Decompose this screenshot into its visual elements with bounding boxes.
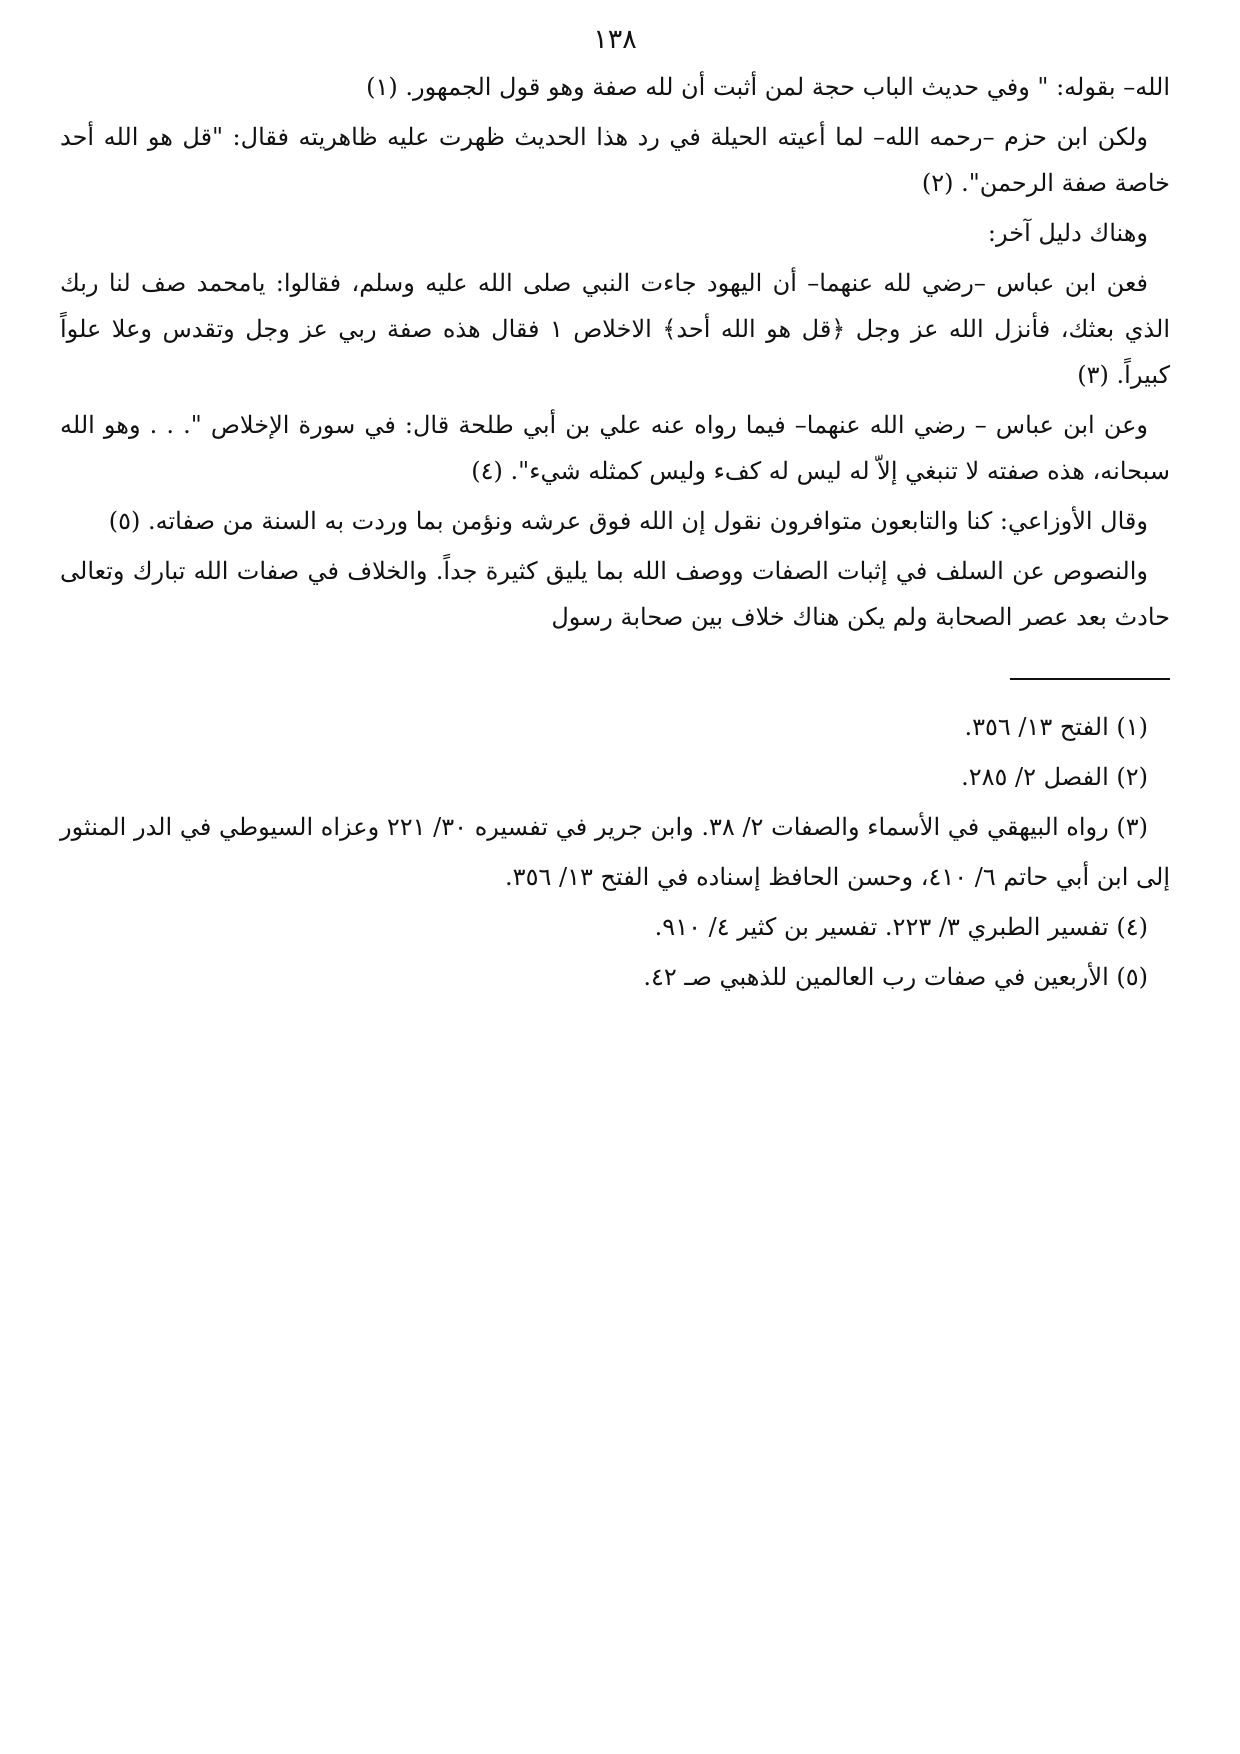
paragraph: ولكن ابن حزم –رحمه الله– لما أعيته الحيلة في رد هذا الحديث ظهرت عليه ظاهريته فقال: "قل هو الله أحد خاصة صفة الرحمن". (٢) [60, 123, 1170, 197]
paragraph: وعن ابن عباس – رضي الله عنهما– فيما رواه عنه علي بن أبي طلحة قال: في سورة الإخلاص ". . . وهو الله سبحانه، هذه صفته لا تنبغي إلاّ له ليس له كفء وليس كمثله شيء". (٤) [60, 411, 1170, 485]
footnote: (١) الفتح ١٣/ ٣٥٦. [964, 713, 1148, 741]
paragraph: الله– بقوله: " وفي حديث الباب حجة لمن أثبت أن لله صفة وهو قول الجمهور. (١) [366, 73, 1170, 101]
footnote: (٣) رواه البيهقي في الأسماء والصفات ٢/ ٣٨. وابن جرير في تفسيره ٣٠/ ٢٢١ وعزاه السيوطي في الدر المنثور إلى ابن أبي حاتم ٦/ ٤١٠، وحسن الحافظ إسناده في الفتح ١٣/ ٣٥٦. [60, 813, 1170, 891]
page-number: ١٣٨ [593, 24, 637, 55]
paragraph: فعن ابن عباس –رضي لله عنهما– أن اليهود جاءت النبي صلى الله عليه وسلم، فقالوا: يامحمد صف لنا ربك الذي بعثك، فأنزل الله عز وجل ﴿قل هو الله أحد﴾ الاخلاص ١ فقال هذه صفة ربي عز وجل وتقدس وعلا علواً كبيراً. (٣) [60, 269, 1170, 389]
footnote: (٤) تفسير الطبري ٣/ ٢٢٣. تفسير بن كثير ٤/ ٩١٠. [654, 913, 1148, 941]
document-page [60, 20, 1170, 1734]
paragraph: وهناك دليل آخر: [987, 219, 1148, 247]
main-text [60, 64, 1170, 640]
footnote: (٥) الأربعين في صفات رب العالمين للذهبي صـ ٤٢. [643, 963, 1148, 991]
footnote: (٢) الفصل ٢/ ٢٨٥. [961, 763, 1148, 791]
footnotes [60, 702, 1170, 1002]
paragraph: والنصوص عن السلف في إثبات الصفات ووصف الله بما يليق كثيرة جداً. والخلاف في صفات الله تبارك وتعالى حادث بعد عصر الصحابة ولم يكن هناك خلاف بين صحابة رسول [60, 557, 1170, 631]
paragraph: وقال الأوزاعي: كنا والتابعون متوافرون نقول إن الله فوق عرشه ونؤمن بما وردت به السنة من صفاته. (٥) [108, 507, 1148, 535]
footnote-separator [1010, 678, 1170, 680]
